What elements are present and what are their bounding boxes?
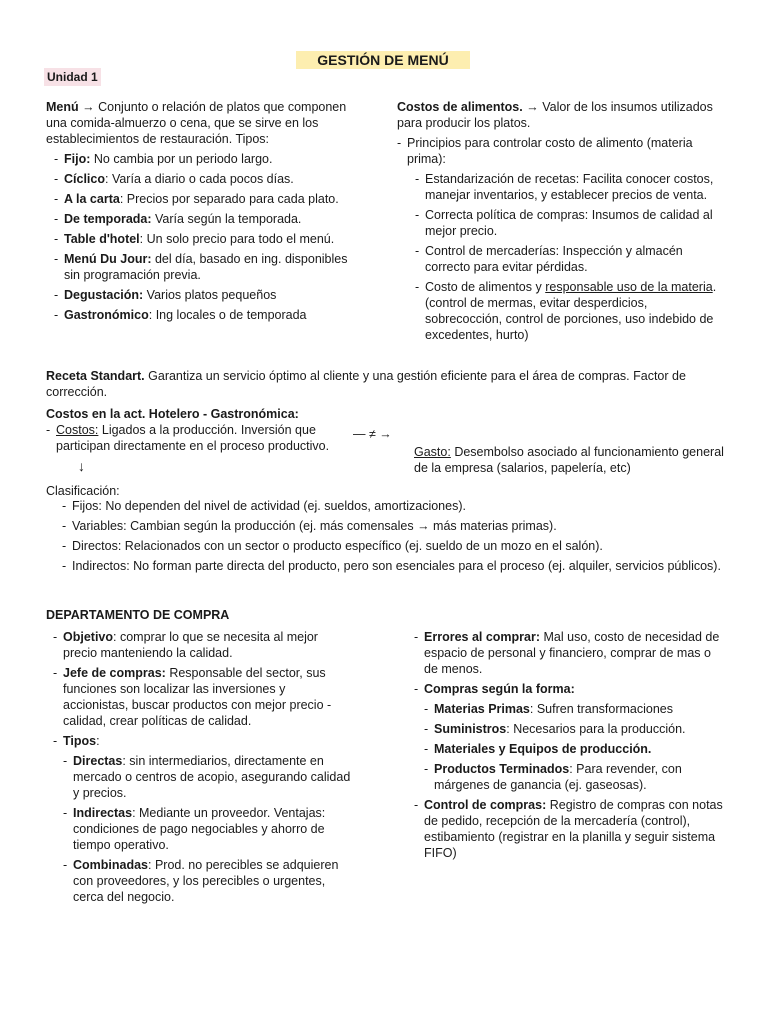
list-item: - Errores al comprar: Mal uso, costo de necesidad de espacio de personal y financiero, comprar de mas o de menos.: [414, 629, 724, 677]
costos-text: Ligados a la producción. Inversión que participan directamente en el proceso productivo.: [56, 423, 330, 453]
list-item: - Combinadas: Prod. no perecibles se adquieren con proveedores, y los perecibles o urgentes, cerca del negocio.: [63, 857, 353, 905]
compra-right-column: [414, 629, 724, 865]
unit-label: Unidad 1: [44, 68, 101, 86]
underlined-text: responsable uso de la materia: [545, 280, 713, 294]
list-item: - Fijo: No cambia por un periodo largo.: [54, 151, 366, 167]
list-item: - Control de mercaderías: Inspección y almacén correcto para evitar pérdidas.: [415, 243, 727, 275]
list-item: - Materiales y Equipos de producción.: [424, 741, 724, 757]
menu-arrow: →: [82, 100, 95, 114]
tipos-sublist: [63, 753, 353, 905]
list-item: - Correcta política de compras: Insumos de calidad al mejor precio.: [415, 207, 727, 239]
list-item: - Cíclico: Varía a diario o cada pocos días.: [54, 171, 366, 187]
list-item: - Tipos: - Directas: sin intermediarios, directamente en mercado o centros de acopio, asegurando calidad y precios. - Indirectas: Mediante un proveedor. Ventajas: condiciones de pago negociables y ahorro de tiempo operativo. - Combinadas: Prod. no perecibles se adquieren con proveedores, y los perecibles o urgentes, cerca del negocio.: [53, 733, 353, 905]
menu-section: [46, 99, 366, 327]
costos-act-heading: Costos en la act. Hotelero - Gastronómica:: [46, 407, 299, 421]
food-costs-section: [397, 99, 727, 347]
clasificacion-label: Clasificación:: [46, 484, 120, 498]
principles-list: [397, 135, 727, 343]
list-item: - Menú Du Jour: del día, basado en ing. disponibles sin programación previa.: [54, 251, 366, 283]
food-costs-definition-text: Valor de los insumos utilizados para producir los platos.: [397, 100, 713, 130]
list-item: [46, 422, 346, 454]
list-item: - Directas: sin intermediarios, directamente en mercado o centros de acopio, asegurando calidad y precios.: [63, 753, 353, 801]
list-item: - Table d'hotel: Un solo precio para todo el menú.: [54, 231, 366, 247]
receta-term: Receta Standart.: [46, 369, 145, 383]
list-item: - Gastronómico: Ing locales o de temporada: [54, 307, 366, 323]
list-item: - De temporada: Varía según la temporada.: [54, 211, 366, 227]
list-item: - Jefe de compras: Responsable del sector, sus funciones son localizar las inversiones y accionistas, buscar productos con mejor precio - calidad, crear políticas de calidad.: [53, 665, 353, 729]
principles-label: Principios para controlar costo de alimento (materia prima):: [407, 136, 693, 166]
list-item: - A la carta: Precios por separado para cada plato.: [54, 191, 366, 207]
menu-definition: [46, 99, 366, 147]
gasto-item: [414, 444, 724, 476]
list-item: - Estandarización de recetas: Facilita conocer costos, manejar inventarios, y establecer precios de venta.: [415, 171, 727, 203]
costos-item: [46, 422, 346, 458]
list-item: - Productos Terminados: Para revender, con márgenes de ganancia (ej. gaseosas).: [424, 761, 724, 793]
list-item: - Indirectas: Mediante un proveedor. Ventajas: condiciones de pago negociables y ahorro de tiempo operativo.: [63, 805, 353, 853]
list-item: [397, 135, 727, 343]
receta-section: [46, 368, 718, 400]
food-costs-definition: [397, 99, 727, 131]
menu-types-list: [54, 151, 366, 323]
menu-definition-text: Conjunto o relación de platos que componen una comida-almuerzo o cena, que se sirve en los establecimientos de restauración. Tipos:: [46, 100, 347, 146]
compra-heading: DEPARTAMENTO DE COMPRA: [46, 608, 230, 622]
list-item: - Indirectos: No forman parte directa del producto, pero son esenciales para el proceso (ej. alquiler, servicios públicos).: [62, 558, 722, 574]
list-item: - Control de compras: Registro de compras con notas de pedido, recepción de la mercadería (control), estibamiento (registrar en la planilla y seguir sistema FIFO): [414, 797, 724, 861]
neq-arrow: — ≠ →: [353, 427, 392, 441]
menu-term: Menú: [46, 100, 79, 114]
forma-sublist: [424, 701, 724, 793]
gasto-text: Desembolso asociado al funcionamiento general de la empresa (salarios, papelería, etc): [414, 445, 724, 475]
list-item: - Fijos: No dependen del nivel de actividad (ej. sueldos, amortizaciones).: [62, 498, 722, 514]
compra-left-column: [53, 629, 353, 909]
list-item: - Materias Primas: Sufren transformaciones: [424, 701, 724, 717]
list-item: - Variables: Cambian según la producción (ej. más comensales → más materias primas).: [62, 518, 722, 534]
list-item: - Suministros: Necesarios para la producción.: [424, 721, 724, 737]
food-costs-arrow: →: [526, 100, 539, 114]
list-item: - Degustación: Varios platos pequeños: [54, 287, 366, 303]
food-costs-term: Costos de alimentos.: [397, 100, 523, 114]
gasto-term: Gasto:: [414, 445, 451, 459]
principles-sublist: [415, 171, 727, 343]
clasificacion-list: [62, 498, 722, 574]
list-item: - Objetivo: comprar lo que se necesita al mejor precio manteniendo la calidad.: [53, 629, 353, 661]
list-item: - Directos: Relacionados con un sector o producto específico (ej. sueldo de un mozo en el salón).: [62, 538, 722, 554]
down-arrow: ↓: [78, 458, 85, 474]
clasificacion-section: [62, 498, 722, 578]
list-item: - Costo de alimentos y responsable uso de la materia. (control de mermas, evitar desperdicios, sobrecocción, control de porciones, uso indebido de excedentes, hurto): [415, 279, 727, 343]
costos-term: Costos:: [56, 423, 99, 437]
list-item: - Compras según la forma: - Materias Primas: Sufren transformaciones - Suministros: Necesarios para la producción. - Materiales y Equipos de producción. - Productos Terminados: Para revender, con márgenes de ganancia (ej. gaseosas).: [414, 681, 724, 793]
receta-text: Garantiza un servicio óptimo al cliente y una gestión eficiente para el área de compras. Factor de corrección.: [46, 369, 686, 399]
page-title: GESTIÓN DE MENÚ: [296, 51, 470, 69]
